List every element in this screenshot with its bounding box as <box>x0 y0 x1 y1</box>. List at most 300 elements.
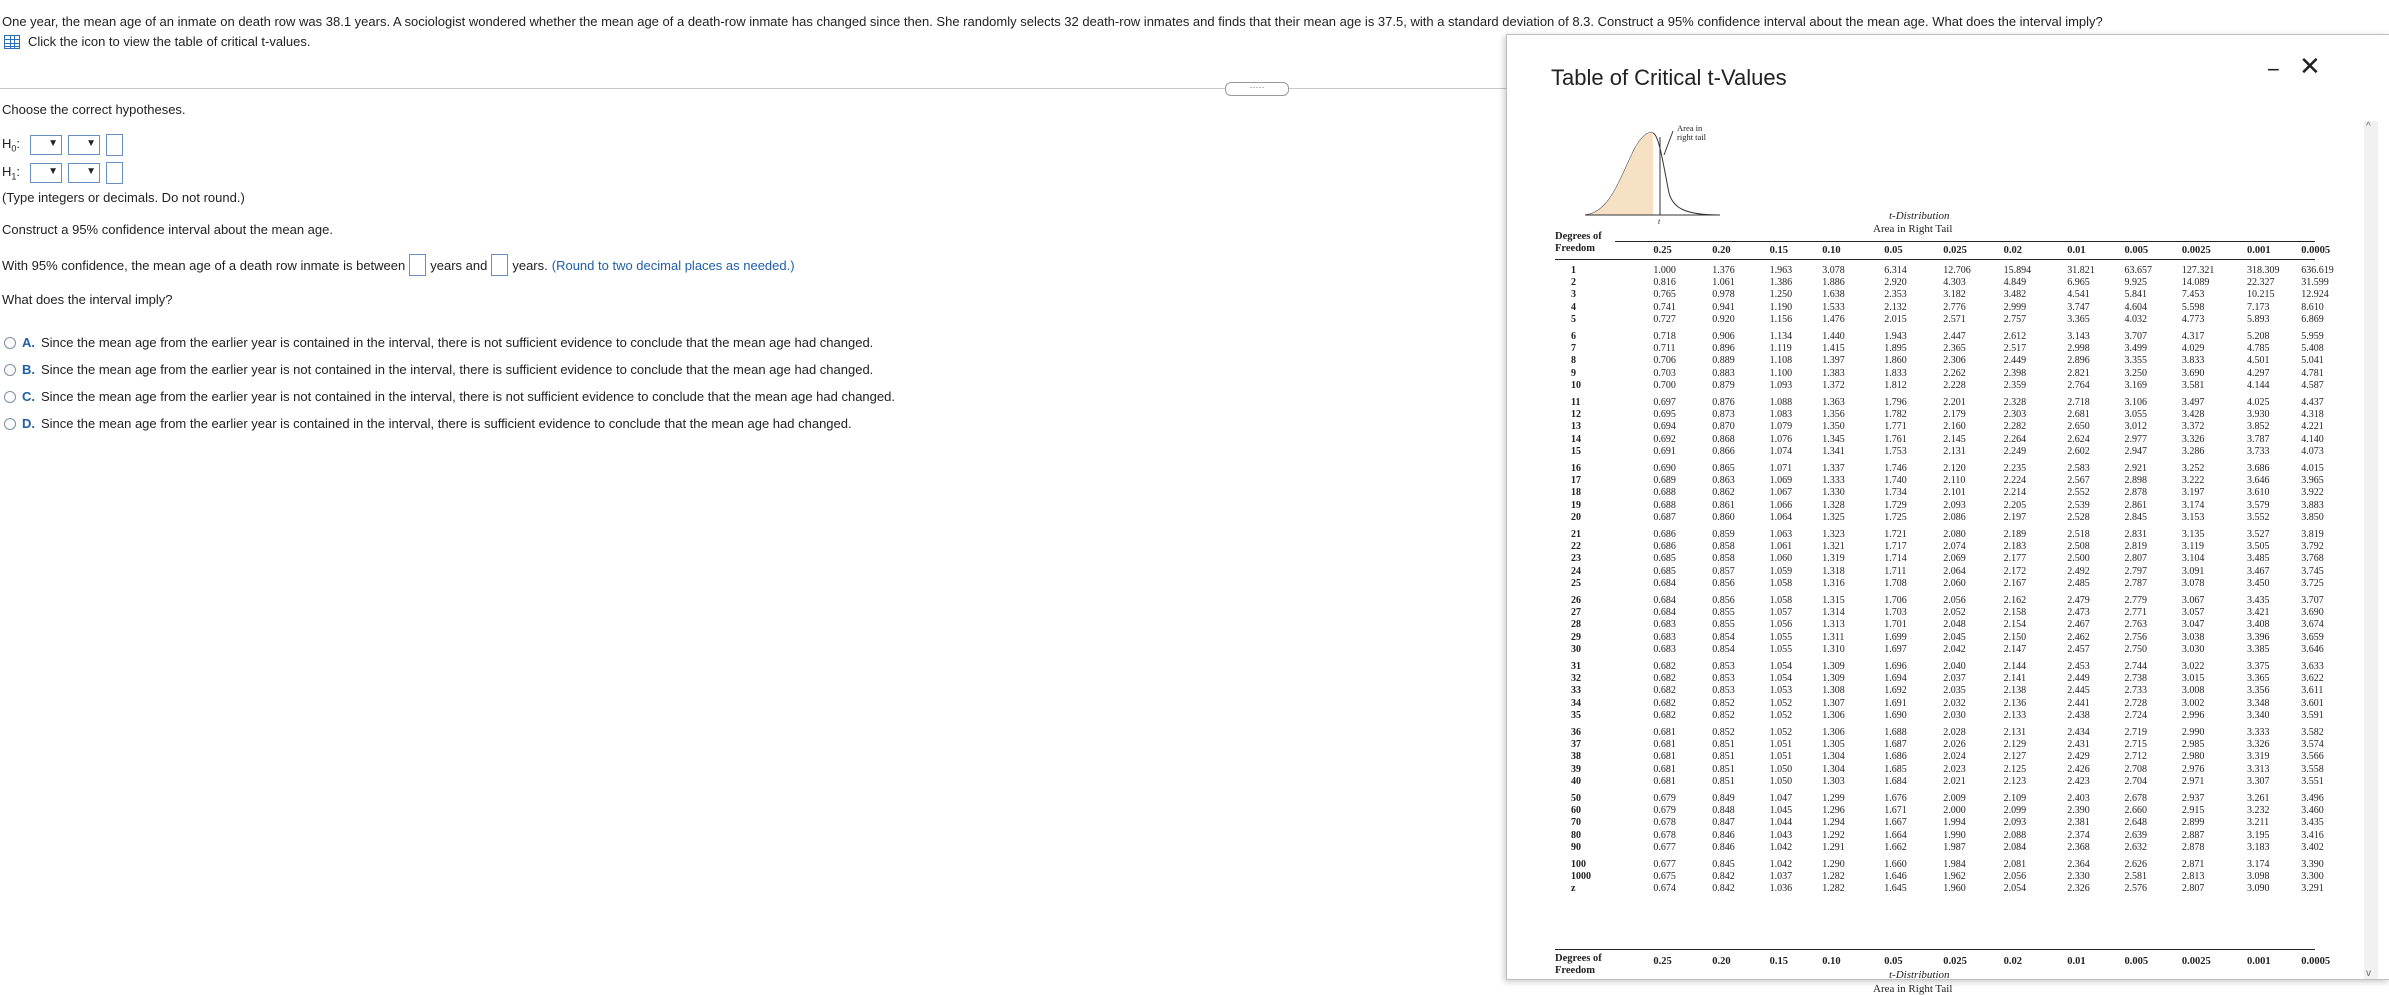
column-header: 0.025 <box>1943 245 1967 256</box>
table-cell: 2.127 <box>2003 751 2027 763</box>
table-cell: 4.297 <box>2247 367 2270 379</box>
divider-handle[interactable]: ····· <box>1225 82 1289 96</box>
table-cell: 1.638 <box>1822 289 1845 301</box>
table-cell: 2.023 <box>1943 763 1966 775</box>
table-cell: 1.714 <box>1884 553 1907 565</box>
table-cell: 10.215 <box>2247 289 2275 301</box>
table-cell: 0.816 <box>1653 277 1676 289</box>
table-cell: 1.305 <box>1822 739 1845 751</box>
table-cell: 2.977 <box>2124 433 2148 445</box>
table-cell: 2.179 <box>1943 409 1966 421</box>
table-cell: 1.692 <box>1884 685 1907 697</box>
h0-value-input[interactable] <box>106 134 123 156</box>
table-cell: 1.645 <box>1884 883 1907 895</box>
table-cell: 2.467 <box>2067 619 2090 631</box>
table-cell: 3.261 <box>2247 793 2270 804</box>
option-a-radio[interactable] <box>4 337 16 349</box>
table-cell: 1.052 <box>1769 727 1793 738</box>
table-cell: 1.282 <box>1822 871 1845 883</box>
table-cell: 31.821 <box>2067 265 2095 276</box>
table-cell: 2.009 <box>1943 793 1966 804</box>
table-cell: 2.099 <box>2003 805 2027 817</box>
table-cell: 4.501 <box>2247 355 2270 367</box>
table-cell: 2.064 <box>1943 565 1966 577</box>
footer-column-header: 0.25 <box>1653 956 1672 967</box>
table-cell: 0.689 <box>1653 475 1676 487</box>
ci-lower-input[interactable] <box>409 254 426 276</box>
option-d-radio[interactable] <box>4 418 16 430</box>
table-cell: 2.517 <box>2003 343 2027 355</box>
table-cell: 0.686 <box>1653 541 1676 553</box>
df-cell: 9 <box>1571 367 1576 379</box>
scroll-up-icon[interactable]: ^ <box>2366 121 2371 132</box>
table-cell: 2.738 <box>2124 673 2148 685</box>
table-cell: 0.865 <box>1712 463 1735 474</box>
table-cell: 2.896 <box>2067 355 2090 367</box>
table-cell: 2.920 <box>1884 277 1907 289</box>
table-cell: 3.558 <box>2301 763 2324 775</box>
table-cell: 1.291 <box>1822 841 1845 853</box>
option-d[interactable] <box>4 416 852 431</box>
option-b-radio[interactable] <box>4 364 16 376</box>
table-cell: 5.959 <box>2301 331 2324 342</box>
scroll-down-icon[interactable]: v <box>2366 968 2371 979</box>
option-b[interactable] <box>4 362 873 377</box>
table-cell: 2.518 <box>2067 529 2090 540</box>
table-cell: 0.683 <box>1653 643 1676 655</box>
table-cell: 1.687 <box>1884 739 1907 751</box>
table-cell: 2.813 <box>2181 871 2205 883</box>
table-cell: 1.676 <box>1884 793 1907 804</box>
df-cell: 17 <box>1571 475 1581 487</box>
table-cell: 1.310 <box>1822 643 1845 655</box>
table-cell: 3.008 <box>2181 685 2205 697</box>
table-cell: 0.682 <box>1653 709 1676 721</box>
table-cell: 3.551 <box>2301 775 2324 787</box>
table-cell: 3.385 <box>2247 643 2270 655</box>
table-cell: 2.052 <box>1943 607 1966 619</box>
table-cell: 2.365 <box>1943 343 1966 355</box>
df-cell: 2 <box>1571 277 1576 289</box>
table-cell: 1.042 <box>1769 841 1793 853</box>
table-cell: 4.073 <box>2301 445 2324 457</box>
table-cell: 0.847 <box>1712 817 1735 829</box>
table-cell: 3.674 <box>2301 619 2324 631</box>
table-cell: 1.350 <box>1822 421 1845 433</box>
h0-operator-select[interactable] <box>68 135 100 155</box>
table-cell: 1.440 <box>1822 331 1845 342</box>
table-cell: 0.849 <box>1712 793 1735 804</box>
popup-scrollbar[interactable] <box>2364 121 2378 979</box>
option-a[interactable] <box>4 335 873 350</box>
df-cell: 18 <box>1571 487 1581 499</box>
table-cell: 1.290 <box>1822 859 1845 870</box>
table-cell: 2.571 <box>1943 313 1966 325</box>
table-cell: 1.886 <box>1822 277 1845 289</box>
table-cell: 2.704 <box>2124 775 2148 787</box>
table-cell: 0.711 <box>1653 343 1676 355</box>
table-cell: 1.093 <box>1769 379 1793 391</box>
table-cell: 0.851 <box>1712 775 1735 787</box>
table-cell: 0.682 <box>1653 661 1676 672</box>
table-cell: 1.337 <box>1822 463 1845 474</box>
table-cell: 1.415 <box>1822 343 1845 355</box>
ci-answer-row <box>2 254 795 276</box>
table-cell: 2.109 <box>2003 793 2027 804</box>
table-cell: 2.167 <box>2003 577 2027 589</box>
footer-column-header: 0.10 <box>1822 956 1841 967</box>
table-cell: 636.619 <box>2301 265 2334 276</box>
table-cell: 2.374 <box>2067 829 2090 841</box>
table-cell: 2.728 <box>2124 697 2148 709</box>
footer-dof-1: Degrees of <box>1555 953 1602 964</box>
table-cell: 3.883 <box>2301 499 2324 511</box>
hypotheses-note: (Type integers or decimals. Do not round.) <box>2 190 245 205</box>
df-cell: 32 <box>1571 673 1581 685</box>
table-cell: 3.104 <box>2181 553 2205 565</box>
table-cell: 1.282 <box>1822 883 1845 895</box>
ci-upper-input[interactable] <box>491 254 508 276</box>
table-cell: 3.747 <box>2067 301 2090 313</box>
table-cell: 0.978 <box>1712 289 1735 301</box>
table-cell: 1.476 <box>1822 313 1845 325</box>
table-cell: 2.449 <box>2003 355 2027 367</box>
table-cell: 3.467 <box>2247 565 2270 577</box>
table-cell: 0.889 <box>1712 355 1735 367</box>
table-cell: 2.733 <box>2124 685 2148 697</box>
table-cell: 3.067 <box>2181 595 2205 606</box>
table-cell: 2.861 <box>2124 499 2148 511</box>
table-cell: 3.646 <box>2301 643 2324 655</box>
table-cell: 318.309 <box>2247 265 2280 276</box>
table-cell: 0.683 <box>1653 619 1676 631</box>
table-cell: 3.852 <box>2247 421 2270 433</box>
table-cell: 3.591 <box>2301 709 2324 721</box>
table-cell: 2.264 <box>2003 433 2027 445</box>
table-cell: 1.190 <box>1769 301 1793 313</box>
table-cell: 2.581 <box>2124 871 2148 883</box>
table-cell: 4.303 <box>1943 277 1966 289</box>
df-cell: 60 <box>1571 805 1581 817</box>
table-cell: 1.044 <box>1769 817 1793 829</box>
table-cell: 3.182 <box>1943 289 1966 301</box>
table-cell: 3.022 <box>2181 661 2205 672</box>
table-cell: 1.306 <box>1822 727 1845 738</box>
table-cell: 0.694 <box>1653 421 1676 433</box>
option-b-text: Since the mean age from the earlier year is not contained in the interval, there is sufficient evidence to conclude that the mean age had changed. <box>41 362 874 377</box>
table-cell: 0.675 <box>1653 871 1676 883</box>
table-cell: 2.205 <box>2003 499 2027 511</box>
table-cell: 2.306 <box>1943 355 1966 367</box>
table-cell: 1.134 <box>1769 331 1793 342</box>
minimize-icon[interactable]: − <box>2267 57 2280 82</box>
table-cell: 2.282 <box>2003 421 2027 433</box>
table-cell: 2.937 <box>2181 793 2205 804</box>
table-cell: 2.086 <box>1943 511 1966 523</box>
column-header: 0.02 <box>2003 245 2023 256</box>
table-cell: 2.750 <box>2124 643 2148 655</box>
table-cell: 4.849 <box>2003 277 2027 289</box>
table-cell: 2.678 <box>2124 793 2148 804</box>
table-cell: 3.505 <box>2247 541 2270 553</box>
table-cell: 2.764 <box>2067 379 2090 391</box>
table-cell: 3.012 <box>2124 421 2148 433</box>
option-a-letter: A. <box>22 335 35 350</box>
table-cell: 2.177 <box>2003 553 2027 565</box>
area-title: Area in Right Tail <box>1873 223 1953 235</box>
df-cell: 23 <box>1571 553 1581 565</box>
table-cell: 3.169 <box>2124 379 2148 391</box>
table-cell: 1.315 <box>1822 595 1845 606</box>
table-cell: 2.819 <box>2124 541 2148 553</box>
h1-parameter-select[interactable] <box>30 163 62 183</box>
table-cell: 1.703 <box>1884 607 1907 619</box>
table-cell: 1.740 <box>1884 475 1907 487</box>
table-cell: 2.787 <box>2124 577 2148 589</box>
table-cell: 0.857 <box>1712 565 1735 577</box>
table-cell: 4.604 <box>2124 301 2148 313</box>
table-cell: 2.133 <box>2003 709 2027 721</box>
table-cell: 3.252 <box>2181 463 2205 474</box>
table-cell: 5.408 <box>2301 343 2324 355</box>
question-text: One year, the mean age of an inmate on death row was 38.1 years. A sociologist wondered whether the mean age of a death-row inmate has changed since then. She randomly selects 32 death-row inmates and finds that their mean age is 37.5, with a standard deviation of 8.3. Construct a 95% confidence interval about the mean age. What does the interval imply? <box>2 14 2103 29</box>
table-cell: 2.183 <box>2003 541 2027 553</box>
table-cell: 0.868 <box>1712 433 1735 445</box>
ci-text-after: years. <box>512 257 548 273</box>
table-cell: 1.376 <box>1712 265 1735 276</box>
table-cell: 0.682 <box>1653 673 1676 685</box>
table-cell: 1.061 <box>1769 541 1793 553</box>
table-cell: 2.724 <box>2124 709 2148 721</box>
table-cell: 4.781 <box>2301 367 2324 379</box>
table-cell: 2.125 <box>2003 763 2027 775</box>
table-cell: 3.119 <box>2181 541 2205 553</box>
table-cell: 3.326 <box>2247 739 2270 751</box>
table-cell: 3.659 <box>2301 631 2324 643</box>
table-link[interactable] <box>4 34 311 49</box>
table-cell: 1.706 <box>1884 595 1907 606</box>
graph-area-label: Area in right tail <box>1677 123 1707 142</box>
table-cell: 2.583 <box>2067 463 2090 474</box>
table-cell: 0.848 <box>1712 805 1735 817</box>
df-cell: 90 <box>1571 841 1581 853</box>
table-cell: 3.497 <box>2181 397 2205 408</box>
table-cell: 3.582 <box>2301 727 2324 738</box>
table-cell: 1.341 <box>1822 445 1845 457</box>
table-cell: 0.853 <box>1712 673 1735 685</box>
table-cell: 0.765 <box>1653 289 1676 301</box>
df-cell: 8 <box>1571 355 1576 367</box>
table-cell: 2.084 <box>2003 841 2027 853</box>
table-cell: 3.078 <box>2181 577 2205 589</box>
table-cell: 0.697 <box>1653 397 1676 408</box>
table-cell: 2.024 <box>1943 751 1966 763</box>
table-cell: 2.189 <box>2003 529 2027 540</box>
table-cell: 3.574 <box>2301 739 2324 751</box>
table-cell: 0.870 <box>1712 421 1735 433</box>
table-cell: 3.496 <box>2301 793 2324 804</box>
table-cell: 1.000 <box>1653 265 1676 276</box>
table-cell: 2.136 <box>2003 697 2027 709</box>
table-cell: 2.602 <box>2067 445 2090 457</box>
option-c-radio[interactable] <box>4 391 16 403</box>
table-cell: 1.156 <box>1769 313 1793 325</box>
table-cell: 1.328 <box>1822 499 1845 511</box>
table-cell: 0.941 <box>1712 301 1735 313</box>
table-cell: 0.862 <box>1712 487 1735 499</box>
dof-label-2: Freedom <box>1555 243 1596 254</box>
table-cell: 1.333 <box>1822 475 1845 487</box>
df-cell: 100 <box>1571 859 1586 870</box>
table-cell: 3.690 <box>2181 367 2205 379</box>
table-cell: 0.688 <box>1653 499 1676 511</box>
table-cell: 2.447 <box>1943 331 1966 342</box>
table-cell: 1.688 <box>1884 727 1907 738</box>
table-cell: 1.701 <box>1884 619 1907 631</box>
table-cell: 0.679 <box>1653 793 1676 804</box>
table-cell: 3.707 <box>2301 595 2324 606</box>
table-cell: 1.074 <box>1769 445 1793 457</box>
table-cell: 4.785 <box>2247 343 2270 355</box>
table-cell: 2.040 <box>1943 661 1966 672</box>
table-cell: 6.965 <box>2067 277 2090 289</box>
table-cell: 3.047 <box>2181 619 2205 631</box>
table-cell: 2.132 <box>1884 301 1907 313</box>
table-cell: 0.718 <box>1653 331 1676 342</box>
table-cell: 0.852 <box>1712 697 1735 709</box>
table-cell: 0.851 <box>1712 763 1735 775</box>
table-cell: 0.858 <box>1712 541 1735 553</box>
table-cell: 3.402 <box>2301 841 2324 853</box>
table-cell: 3.768 <box>2301 553 2324 565</box>
h1-row <box>2 162 123 184</box>
table-cell: 0.695 <box>1653 409 1676 421</box>
table-cell: 1.691 <box>1884 697 1907 709</box>
table-cell: 2.552 <box>2067 487 2090 499</box>
table-cell: 1.725 <box>1884 511 1907 523</box>
table-cell: 1.054 <box>1769 661 1793 672</box>
table-cell: 8.610 <box>2301 301 2324 313</box>
table-cell: 2.567 <box>2067 475 2090 487</box>
table-cell: 2.214 <box>2003 487 2027 499</box>
table-cell: 2.626 <box>2124 859 2148 870</box>
footer-column-header: 0.005 <box>2124 956 2149 967</box>
table-cell: 1.960 <box>1943 883 1966 895</box>
df-cell: 31 <box>1571 661 1581 672</box>
table-cell: 1.646 <box>1884 871 1907 883</box>
option-c[interactable] <box>4 389 895 404</box>
table-cell: 0.856 <box>1712 577 1735 589</box>
df-cell: 6 <box>1571 331 1576 342</box>
table-cell: 0.876 <box>1712 397 1735 408</box>
table-cell: 1.088 <box>1769 397 1793 408</box>
table-cell: 1.684 <box>1884 775 1907 787</box>
hypotheses-prompt: Choose the correct hypotheses. <box>2 102 186 117</box>
close-icon[interactable]: ✕ <box>2299 51 2321 81</box>
table-cell: 1.685 <box>1884 763 1907 775</box>
table-cell: 1.308 <box>1822 685 1845 697</box>
table-cell: 1.066 <box>1769 499 1793 511</box>
table-cell: 0.679 <box>1653 805 1676 817</box>
df-cell: 4 <box>1571 301 1576 313</box>
table-cell: 0.846 <box>1712 829 1735 841</box>
h1-operator-select[interactable] <box>68 163 100 183</box>
table-cell: 2.681 <box>2067 409 2090 421</box>
table-cell: 3.372 <box>2181 421 2205 433</box>
table-cell: 2.485 <box>2067 577 2090 589</box>
column-header: 0.001 <box>2247 245 2271 256</box>
table-cell: 1.057 <box>1769 607 1793 619</box>
table-cell: 2.449 <box>2067 673 2090 685</box>
table-cell: 2.054 <box>2003 883 2027 895</box>
table-cell: 0.687 <box>1653 511 1676 523</box>
option-a-text: Since the mean age from the earlier year is contained in the interval, there is not sufficient evidence to conclude that the mean age had changed. <box>41 335 874 350</box>
table-cell: 3.313 <box>2247 763 2270 775</box>
table-cell: 1.055 <box>1769 643 1793 655</box>
table-cell: 1.895 <box>1884 343 1907 355</box>
table-cell: 0.686 <box>1653 529 1676 540</box>
table-cell: 1.299 <box>1822 793 1845 804</box>
table-cell: 2.639 <box>2124 829 2148 841</box>
table-cell: 2.093 <box>1943 499 1966 511</box>
table-cell: 1.761 <box>1884 433 1907 445</box>
table-cell: 2.845 <box>2124 511 2148 523</box>
footer-column-header: 0.02 <box>2003 956 2023 967</box>
table-cell: 1.309 <box>1822 673 1845 685</box>
table-cell: 3.365 <box>2247 673 2270 685</box>
footer-dof-2: Freedom <box>1555 965 1596 976</box>
table-cell: 2.197 <box>2003 511 2027 523</box>
footer-column-header: 0.01 <box>2067 956 2086 967</box>
table-cell: 1.309 <box>1822 661 1845 672</box>
table-cell: 2.403 <box>2067 793 2090 804</box>
footer-column-header: 0.0025 <box>2181 956 2211 967</box>
table-cell: 3.646 <box>2247 475 2270 487</box>
table-cell: 0.860 <box>1712 511 1735 523</box>
table-cell: 2.056 <box>1943 595 1966 606</box>
df-cell: 26 <box>1571 595 1581 606</box>
table-cell: 1.660 <box>1884 859 1907 870</box>
table-cell: 2.235 <box>2003 463 2027 474</box>
table-cell: 1.717 <box>1884 541 1907 553</box>
table-cell: 0.854 <box>1712 631 1735 643</box>
h0-row <box>2 134 123 156</box>
h0-parameter-select[interactable] <box>30 135 62 155</box>
table-cell: 3.098 <box>2247 871 2270 883</box>
table-cell: 1.058 <box>1769 595 1793 606</box>
table-cell: 0.692 <box>1653 433 1676 445</box>
table-cell: 1.050 <box>1769 775 1793 787</box>
graph-t-label: t <box>1658 217 1661 226</box>
table-cell: 2.756 <box>2124 631 2148 643</box>
table-cell: 3.135 <box>2181 529 2205 540</box>
header-rule-top <box>1615 241 2315 242</box>
df-cell: 25 <box>1571 577 1581 589</box>
footer-dist: t-Distribution <box>1889 969 1950 981</box>
table-cell: 1.318 <box>1822 565 1845 577</box>
column-header: 0.0025 <box>2181 245 2211 256</box>
table-cell: 1.319 <box>1822 553 1845 565</box>
table-cell: 1.686 <box>1884 751 1907 763</box>
table-cell: 1.071 <box>1769 463 1793 474</box>
table-cell: 3.183 <box>2247 841 2270 853</box>
table-cell: 3.707 <box>2124 331 2148 342</box>
h1-value-input[interactable] <box>106 162 123 184</box>
table-cell: 3.365 <box>2067 313 2090 325</box>
table-cell: 2.718 <box>2067 397 2090 408</box>
df-cell: 7 <box>1571 343 1576 355</box>
table-icon[interactable] <box>4 35 20 49</box>
